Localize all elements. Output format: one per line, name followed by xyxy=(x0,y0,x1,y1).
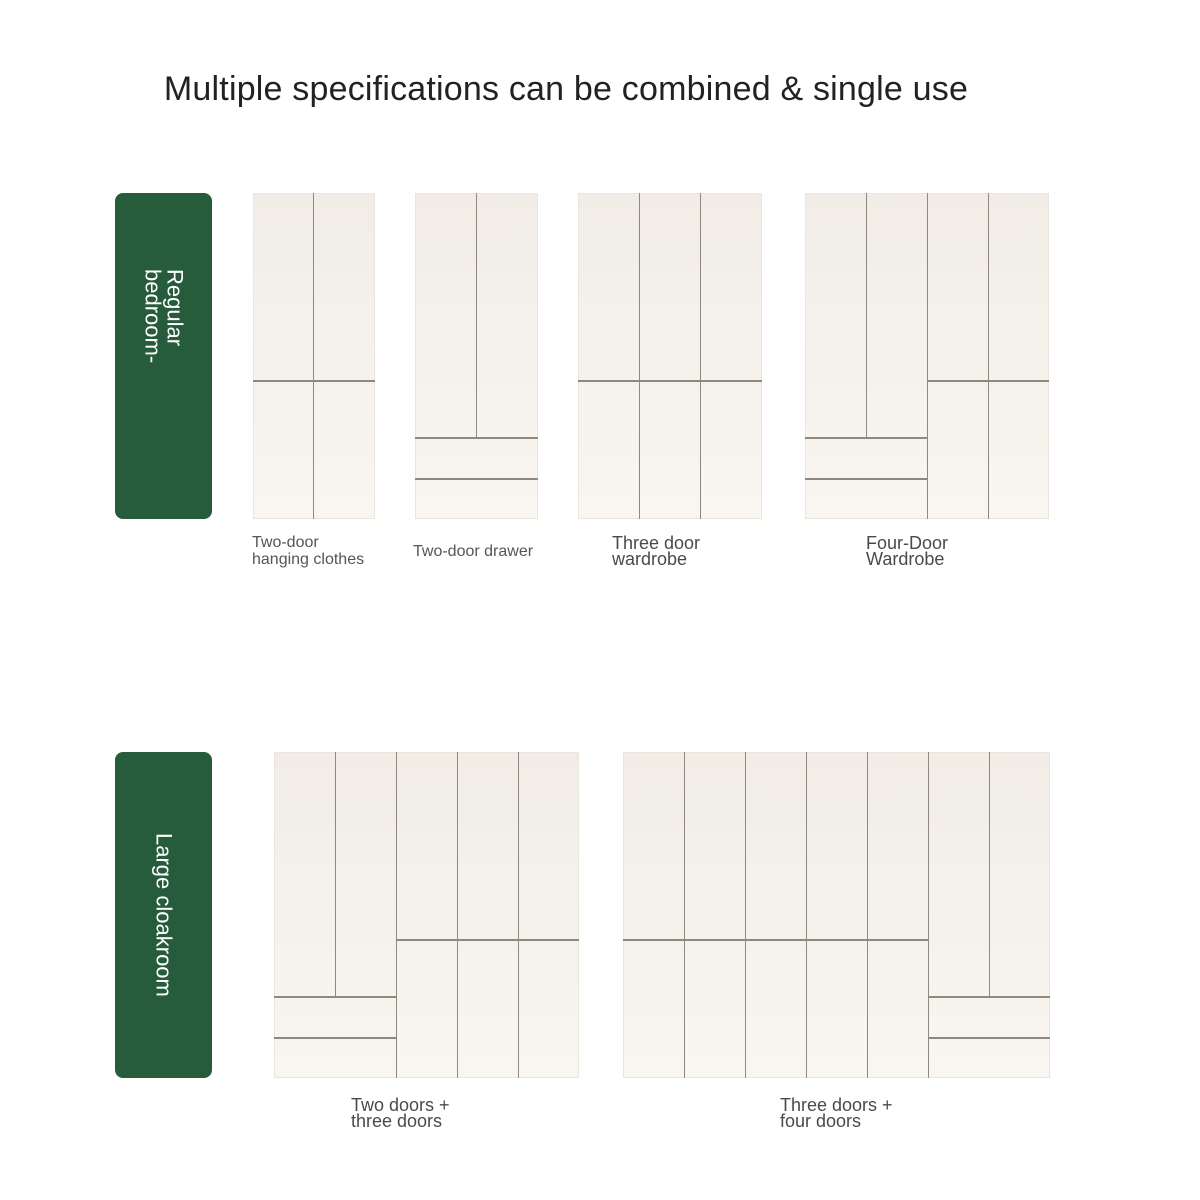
door-seam xyxy=(927,193,928,519)
drawer-seam xyxy=(274,996,396,998)
drawer-seam xyxy=(415,478,538,480)
wardrobe-four-door xyxy=(805,193,1049,519)
door-seam xyxy=(639,193,640,519)
wardrobe-three-plus-four xyxy=(623,752,1050,1078)
wardrobe-two-plus-three xyxy=(274,752,579,1078)
door-seam xyxy=(988,193,989,519)
door-seam xyxy=(578,380,762,382)
door-seam xyxy=(476,193,477,438)
category-tag-large-cloakroom xyxy=(115,752,212,1078)
product-label-three-door: Three door wardrobe xyxy=(612,533,701,569)
category-tag-label: Large cloakroom xyxy=(151,833,177,997)
door-seam xyxy=(457,752,458,1078)
door-seam xyxy=(313,193,314,519)
product-label-two-door-drawer: Two-door drawer xyxy=(413,543,534,560)
category-tag-label: Regular bedroom- xyxy=(140,269,188,364)
drawer-seam xyxy=(928,1037,1050,1039)
page-title: Multiple specifications can be combined & single use xyxy=(163,70,969,108)
door-seam xyxy=(396,752,397,1078)
door-seam xyxy=(866,193,867,438)
wardrobe-two-door-hanging xyxy=(253,193,375,519)
drawer-seam xyxy=(805,478,927,480)
door-seam xyxy=(927,380,1049,382)
door-seam xyxy=(518,752,519,1078)
door-seam xyxy=(867,752,868,1078)
door-seam xyxy=(396,939,579,941)
drawer-seam xyxy=(274,1037,396,1039)
door-seam xyxy=(684,752,685,1078)
wardrobe-two-door-drawer xyxy=(415,193,538,519)
door-seam xyxy=(989,752,990,997)
drawer-seam xyxy=(415,437,538,439)
product-label-four-door: Four-Door Wardrobe xyxy=(866,533,949,569)
wardrobe-three-door xyxy=(578,193,762,519)
product-label-three-plus-four: Three doors + four doors xyxy=(780,1095,893,1131)
drawer-seam xyxy=(805,437,927,439)
product-label-two-door-hanging: Two-door hanging clothes xyxy=(252,534,365,568)
door-seam xyxy=(700,193,701,519)
door-seam xyxy=(928,752,929,1078)
product-label-two-plus-three: Two doors + three doors xyxy=(351,1095,450,1131)
door-seam xyxy=(745,752,746,1078)
door-seam xyxy=(253,380,375,382)
door-seam xyxy=(806,752,807,1078)
door-seam xyxy=(623,939,928,941)
door-seam xyxy=(335,752,336,997)
category-tag-regular-bedroom xyxy=(115,193,212,519)
drawer-seam xyxy=(928,996,1050,998)
